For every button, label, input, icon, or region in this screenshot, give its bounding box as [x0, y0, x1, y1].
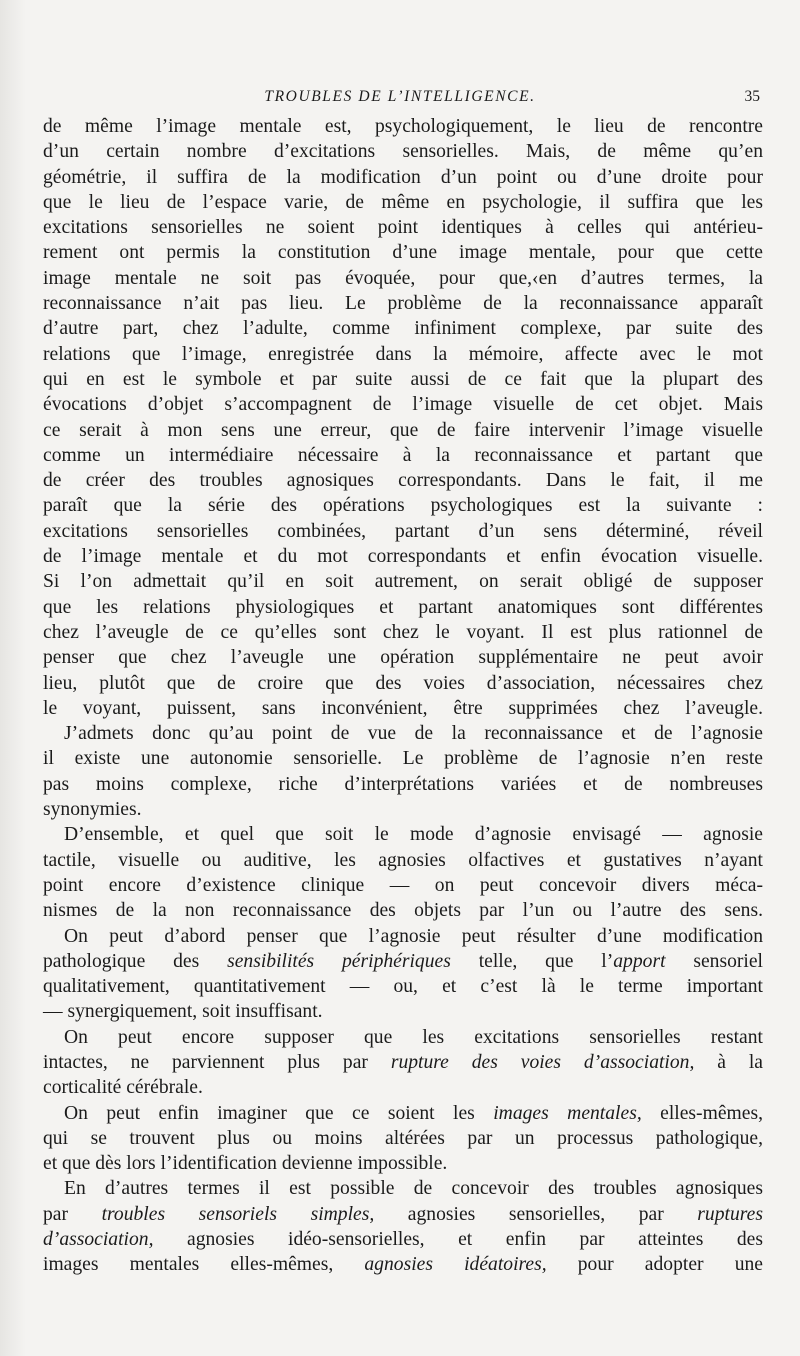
- text-line: tactile, visuelle ou auditive, les agnosies olfactives et gustatives n’ayant: [43, 849, 763, 871]
- text-run: par: [43, 1203, 102, 1225]
- text-line: que le lieu de l’espace varie, de même en psychologie, il suffira que les: [43, 191, 763, 213]
- text-line: reconnaissance n’ait pas lieu. Le problème de la reconnaissance apparaît: [43, 293, 763, 315]
- text-run: pathologique des: [43, 950, 228, 972]
- text-run: pour adopter une: [546, 1254, 763, 1276]
- text-run: intactes, ne parviennent plus par: [43, 1051, 391, 1073]
- emphasis: images mentales,: [493, 1102, 642, 1124]
- emphasis: d’association,: [43, 1229, 154, 1251]
- text-line: d’un certain nombre d’excitations sensorielles. Mais, de même qu’en: [43, 141, 763, 163]
- text-line: point encore d’existence clinique — on peut concevoir divers méca-: [43, 874, 763, 896]
- text-line: d’autre part, chez l’adulte, comme infiniment complexe, par suite des: [43, 318, 763, 340]
- text-line: de l’image mentale et du mot correspondants et enfin évocation visuelle.: [43, 546, 763, 568]
- text-line: et que dès lors l’identification devienne impossible.: [43, 1153, 448, 1175]
- page-edge: [0, 0, 26, 1356]
- text-line: qualitativement, quantitativement — ou, et c’est là le terme important: [43, 976, 763, 998]
- text-line: Si l’on admettait qu’il en soit autrement, on serait obligé de supposer: [43, 571, 763, 593]
- emphasis: apport: [613, 950, 666, 972]
- text-line: géométrie, il suffira de la modification d’un point ou d’une droite pour: [43, 166, 763, 188]
- text-line: image mentale ne soit pas évoquée, pour que,‹en d’autres termes, la: [43, 267, 763, 289]
- text-run: agnosies sensorielles, par: [374, 1203, 698, 1225]
- text-line: rement ont permis la constitution d’une image mentale, pour que cette: [43, 242, 763, 264]
- text-line: [43, 1252, 763, 1277]
- text-line: lieu, plutôt que de croire que des voies d’association, nécessaires chez: [43, 672, 763, 694]
- text-line: synonymies.: [43, 799, 142, 821]
- text-line: de créer des troubles agnosiques correspondants. Dans le fait, il me: [43, 470, 763, 492]
- text-line: excitations sensorielles combinées, partant d’un sens déterminé, réveil: [43, 520, 763, 542]
- text-run: sensoriel: [665, 950, 763, 972]
- body-text: [43, 114, 763, 1278]
- text-line: nismes de la non reconnaissance des objets par l’un ou l’autre des sens.: [43, 900, 763, 922]
- text-run: On peut enfin imaginer que ce soient les: [64, 1102, 494, 1124]
- text-line: [43, 1202, 763, 1227]
- text-line: [43, 949, 763, 974]
- page-number: 35: [744, 88, 760, 105]
- text-line: ce serait à mon sens une erreur, que de faire intervenir l’image visuelle: [43, 419, 763, 441]
- text-run: telle, que l’: [450, 950, 614, 972]
- text-line: évocations d’objet s’accompagnent de l’image visuelle de cet objet. Mais: [43, 394, 763, 416]
- text-line: le voyant, puissent, sans inconvénient, être supprimées chez l’aveugle.: [43, 697, 763, 719]
- text-line: chez l’aveugle de ce qu’elles sont chez le voyant. Il est plus rationnel de: [43, 621, 763, 643]
- text-line: [43, 1227, 763, 1252]
- text-line: qui en est le symbole et par suite aussi de ce fait que la plupart des: [43, 368, 763, 390]
- running-title: TROUBLES DE L’INTELLIGENCE.: [264, 88, 536, 105]
- text-line: On peut encore supposer que les excitations sensorielles restant: [64, 1026, 763, 1048]
- text-run: images mentales elles-mêmes,: [43, 1254, 365, 1276]
- text-line: corticalité cérébrale.: [43, 1077, 203, 1099]
- text-run: elles-mêmes,: [641, 1102, 763, 1124]
- emphasis: ruptures: [697, 1203, 763, 1225]
- text-line: pas moins complexe, riche d’interprétations variées et de nombreuses: [43, 773, 763, 795]
- text-line: penser que chez l’aveugle une opération supplémentaire ne peut avoir: [43, 647, 763, 669]
- text-line: excitations sensorielles ne soient point identiques à celles qui antérieu-: [43, 217, 763, 239]
- text-line: — synergiquement, soit insuffisant.: [43, 1001, 323, 1023]
- text-line: comme un intermédiaire nécessaire à la reconnaissance et partant que: [43, 444, 763, 466]
- text-line: de même l’image mentale est, psychologiquement, le lieu de rencontre: [43, 116, 763, 137]
- page-header: [40, 88, 760, 110]
- text-line: J’admets donc qu’au point de vue de la reconnaissance et de l’agnosie: [64, 723, 763, 745]
- text-line: relations que l’image, enregistrée dans la mémoire, affecte avec le mot: [43, 343, 763, 365]
- text-line: D’ensemble, et quel que soit le mode d’agnosie envisagé — agnosie: [64, 824, 763, 846]
- text-line: qui se trouvent plus ou moins altérées par un processus pathologique,: [43, 1127, 763, 1149]
- emphasis: troubles sensoriels simples,: [101, 1203, 375, 1225]
- text-line: il existe une autonomie sensorielle. Le problème de l’agnosie n’en reste: [43, 748, 763, 770]
- text-run: à la: [694, 1051, 763, 1073]
- emphasis: agnosies idéatoires,: [364, 1254, 547, 1276]
- text-line: que les relations physiologiques et partant anatomiques sont différentes: [43, 596, 763, 618]
- text-line: En d’autres termes il est possible de concevoir des troubles agnosiques: [64, 1178, 763, 1200]
- text-line: [43, 1050, 763, 1075]
- text-line: On peut d’abord penser que l’agnosie peut résulter d’une modification: [64, 925, 763, 947]
- emphasis: sensibilités périphériques: [227, 950, 451, 972]
- text-run: agnosies idéo-sensorielles, et enfin par atteintes des: [153, 1229, 763, 1251]
- text-line: [43, 1101, 763, 1126]
- text-line: paraît que la série des opérations psychologiques est la suivante :: [43, 495, 763, 517]
- emphasis: rupture des voies d’association,: [390, 1051, 695, 1073]
